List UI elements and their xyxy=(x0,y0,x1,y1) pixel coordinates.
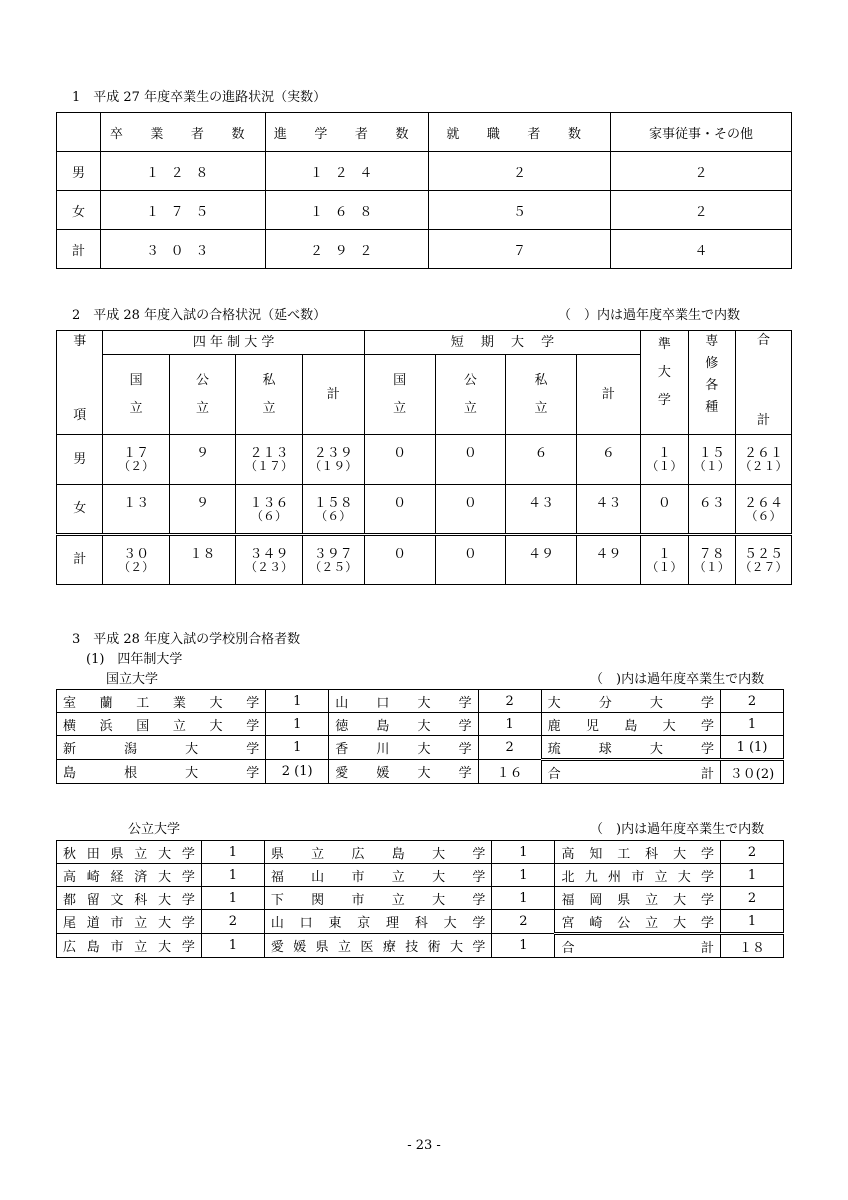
cell: ５２５ （２７） xyxy=(736,535,792,585)
university-count: 1 xyxy=(492,934,555,958)
cell: １５ （１） xyxy=(688,435,735,485)
row-label: 男 xyxy=(57,152,101,191)
cell: ２３９ （１９） xyxy=(302,435,364,485)
cell: ２６４ （６） xyxy=(736,485,792,535)
cell: ４９ xyxy=(506,535,577,585)
cell: ０ xyxy=(435,435,506,485)
university-name: 室蘭工業大学 xyxy=(57,690,266,713)
col-header: 卒 業 者 数 xyxy=(101,113,266,152)
cell: ３０ （２） xyxy=(103,535,169,585)
cell: ６３ xyxy=(688,485,735,535)
cell: ５ xyxy=(429,191,611,230)
cell: ０ xyxy=(641,485,688,535)
university-count: 2 xyxy=(721,887,784,910)
cell: ０ xyxy=(435,485,506,535)
table-row xyxy=(57,864,784,887)
national-caption: 国立大学 xyxy=(106,672,159,687)
sub-private: 私 立 xyxy=(506,355,577,435)
cell: ６ xyxy=(506,435,577,485)
admission-results-table xyxy=(56,330,792,585)
table-row xyxy=(57,713,784,736)
cell: １３６ （６） xyxy=(236,485,302,535)
row-label: 計 xyxy=(57,535,103,585)
section1-title: 1 平成 27 年度卒業生の進路状況（実数） xyxy=(72,90,327,105)
university-count: 2 xyxy=(478,736,541,760)
cell: １７５ xyxy=(101,191,266,230)
university-count: 1 xyxy=(492,864,555,887)
cell: ４３ xyxy=(576,485,640,535)
cell: １５８ （６） xyxy=(302,485,364,535)
university-count: 1 xyxy=(201,864,264,887)
cell: １７ （２） xyxy=(103,435,169,485)
university-count: 2 (1) xyxy=(266,760,329,784)
total-label-left: 合 xyxy=(561,940,575,956)
group-junior-college: 短 期 大 学 xyxy=(364,331,640,355)
university-name: 福岡県立大学 xyxy=(555,887,721,910)
table-row xyxy=(57,230,792,269)
university-count: 2 xyxy=(721,690,784,713)
university-count: 1 xyxy=(266,736,329,760)
table-row xyxy=(57,910,784,934)
university-name: 愛媛県立医療技術大学 xyxy=(264,934,492,958)
corner-cell xyxy=(57,113,101,152)
cell: ２６１ （２１） xyxy=(736,435,792,485)
cell: ２１３ （１７） xyxy=(236,435,302,485)
cell: ３０３ xyxy=(101,230,266,269)
row-label: 女 xyxy=(57,191,101,230)
row-label: 男 xyxy=(57,435,103,485)
university-count: 1 xyxy=(721,910,784,934)
university-name: 新潟大学 xyxy=(57,736,266,760)
table-row xyxy=(57,435,792,485)
table-row xyxy=(57,934,784,958)
sub-public: 公 立 xyxy=(169,355,235,435)
university-name: 島根大学 xyxy=(57,760,266,784)
university-count: 2 xyxy=(201,910,264,934)
cell: ０ xyxy=(435,535,506,585)
university-count: 1 xyxy=(721,713,784,736)
university-name: 山口東京理科大学 xyxy=(264,910,492,934)
university-count: 1 xyxy=(201,841,264,864)
university-count: 1 xyxy=(266,713,329,736)
university-name: 高知工科大学 xyxy=(555,841,721,864)
table-row xyxy=(57,841,784,864)
table-row xyxy=(57,535,792,585)
cell: １８ xyxy=(169,535,235,585)
section2-note: （ ）内は過年度卒業生で内数 xyxy=(558,308,741,323)
table-row xyxy=(57,690,784,713)
col-header: 進 学 者 数 xyxy=(266,113,429,152)
university-count: 1 xyxy=(201,887,264,910)
total-value: ３０(2) xyxy=(721,760,784,784)
university-name: 県立広島大学 xyxy=(264,841,492,864)
university-name: 琉球大学 xyxy=(541,736,720,760)
university-name: 尾道市立大学 xyxy=(57,910,202,934)
sub-total: 計 xyxy=(576,355,640,435)
cell: ２９２ xyxy=(266,230,429,269)
cell: １ （１） xyxy=(641,535,688,585)
university-count: １６ xyxy=(478,760,541,784)
university-name: 北九州市立大学 xyxy=(555,864,721,887)
cell: １２８ xyxy=(101,152,266,191)
col-grand-total: 合 計 xyxy=(736,331,792,435)
public-university-table xyxy=(56,840,784,958)
sub-national: 国 立 xyxy=(103,355,169,435)
section3-title: 3 平成 28 年度入試の学校別合格者数 xyxy=(72,632,301,647)
total-cell xyxy=(555,934,721,958)
page-number: - 23 - xyxy=(407,1138,441,1153)
sub-private: 私 立 xyxy=(236,355,302,435)
table-row xyxy=(57,887,784,910)
cell: ７８ （１） xyxy=(688,535,735,585)
university-name: 高崎経済大学 xyxy=(57,864,202,887)
national-university-table xyxy=(56,689,784,784)
sub-national: 国 立 xyxy=(364,355,435,435)
cell: ２ xyxy=(611,191,792,230)
sub-total: 計 xyxy=(302,355,364,435)
cell: ０ xyxy=(364,485,435,535)
cell: ３４９ （２３） xyxy=(236,535,302,585)
row-label: 計 xyxy=(57,230,101,269)
university-name: 香川大学 xyxy=(329,736,478,760)
university-name: 都留文科大学 xyxy=(57,887,202,910)
corner-cell: 事 項 xyxy=(57,331,103,435)
section2-title: 2 平成 28 年度入試の合格状況（延べ数） xyxy=(72,308,327,323)
public-caption: 公立大学 xyxy=(128,822,181,837)
national-note: （ )内は過年度卒業生で内数 xyxy=(590,672,765,687)
cell: ６ xyxy=(576,435,640,485)
cell: ３９７ （２５） xyxy=(302,535,364,585)
university-name: 宮崎公立大学 xyxy=(555,910,721,934)
university-count: 2 xyxy=(721,841,784,864)
cell: ７ xyxy=(429,230,611,269)
university-count: 1 xyxy=(201,934,264,958)
row-label: 女 xyxy=(57,485,103,535)
graduate-status-table xyxy=(56,112,792,269)
cell: ２ xyxy=(429,152,611,191)
university-name: 鹿児島大学 xyxy=(541,713,720,736)
cell: １６８ xyxy=(266,191,429,230)
university-name: 徳島大学 xyxy=(329,713,478,736)
university-name: 横浜国立大学 xyxy=(57,713,266,736)
university-count: 2 xyxy=(492,910,555,934)
university-count: 1 xyxy=(478,713,541,736)
sub-public: 公 立 xyxy=(435,355,506,435)
university-name: 大分大学 xyxy=(541,690,720,713)
cell: ０ xyxy=(364,435,435,485)
group-four-year: 四 年 制 大 学 xyxy=(103,331,364,355)
university-count: 1 xyxy=(492,841,555,864)
cell: ４３ xyxy=(506,485,577,535)
table-row xyxy=(57,152,792,191)
total-value: １８ xyxy=(721,934,784,958)
table-row xyxy=(57,191,792,230)
cell: １ （１） xyxy=(641,435,688,485)
university-name: 愛媛大学 xyxy=(329,760,478,784)
cell: １２４ xyxy=(266,152,429,191)
cell: ４９ xyxy=(576,535,640,585)
public-note: （ )内は過年度卒業生で内数 xyxy=(590,822,765,837)
total-label-right: 計 xyxy=(700,940,714,956)
cell: １３ xyxy=(103,485,169,535)
col-header: 就 職 者 数 xyxy=(429,113,611,152)
table-row xyxy=(57,760,784,784)
table-row xyxy=(57,485,792,535)
university-count: 2 xyxy=(478,690,541,713)
cell: ９ xyxy=(169,485,235,535)
university-count: 1 xyxy=(721,864,784,887)
cell: ０ xyxy=(364,535,435,585)
university-count: 1 xyxy=(266,690,329,713)
cell: ９ xyxy=(169,435,235,485)
total-label-left: 合 xyxy=(547,766,561,782)
cell: ４ xyxy=(611,230,792,269)
university-count: 1 (1) xyxy=(721,736,784,760)
university-name: 下関市立大学 xyxy=(264,887,492,910)
section3-subtitle: (1) 四年制大学 xyxy=(86,652,183,667)
university-count: 1 xyxy=(492,887,555,910)
university-name: 山口大学 xyxy=(329,690,478,713)
table-row xyxy=(57,736,784,760)
total-cell xyxy=(541,760,720,784)
total-label-right: 計 xyxy=(700,766,714,782)
university-name: 広島市立大学 xyxy=(57,934,202,958)
university-name: 秋田県立大学 xyxy=(57,841,202,864)
cell: ２ xyxy=(611,152,792,191)
col-header: 家事従事・その他 xyxy=(611,113,792,152)
university-name: 福山市立大学 xyxy=(264,864,492,887)
col-junior-univ: 準 大 学 xyxy=(641,331,688,435)
col-vocational: 専 修 各 種 xyxy=(688,331,735,435)
